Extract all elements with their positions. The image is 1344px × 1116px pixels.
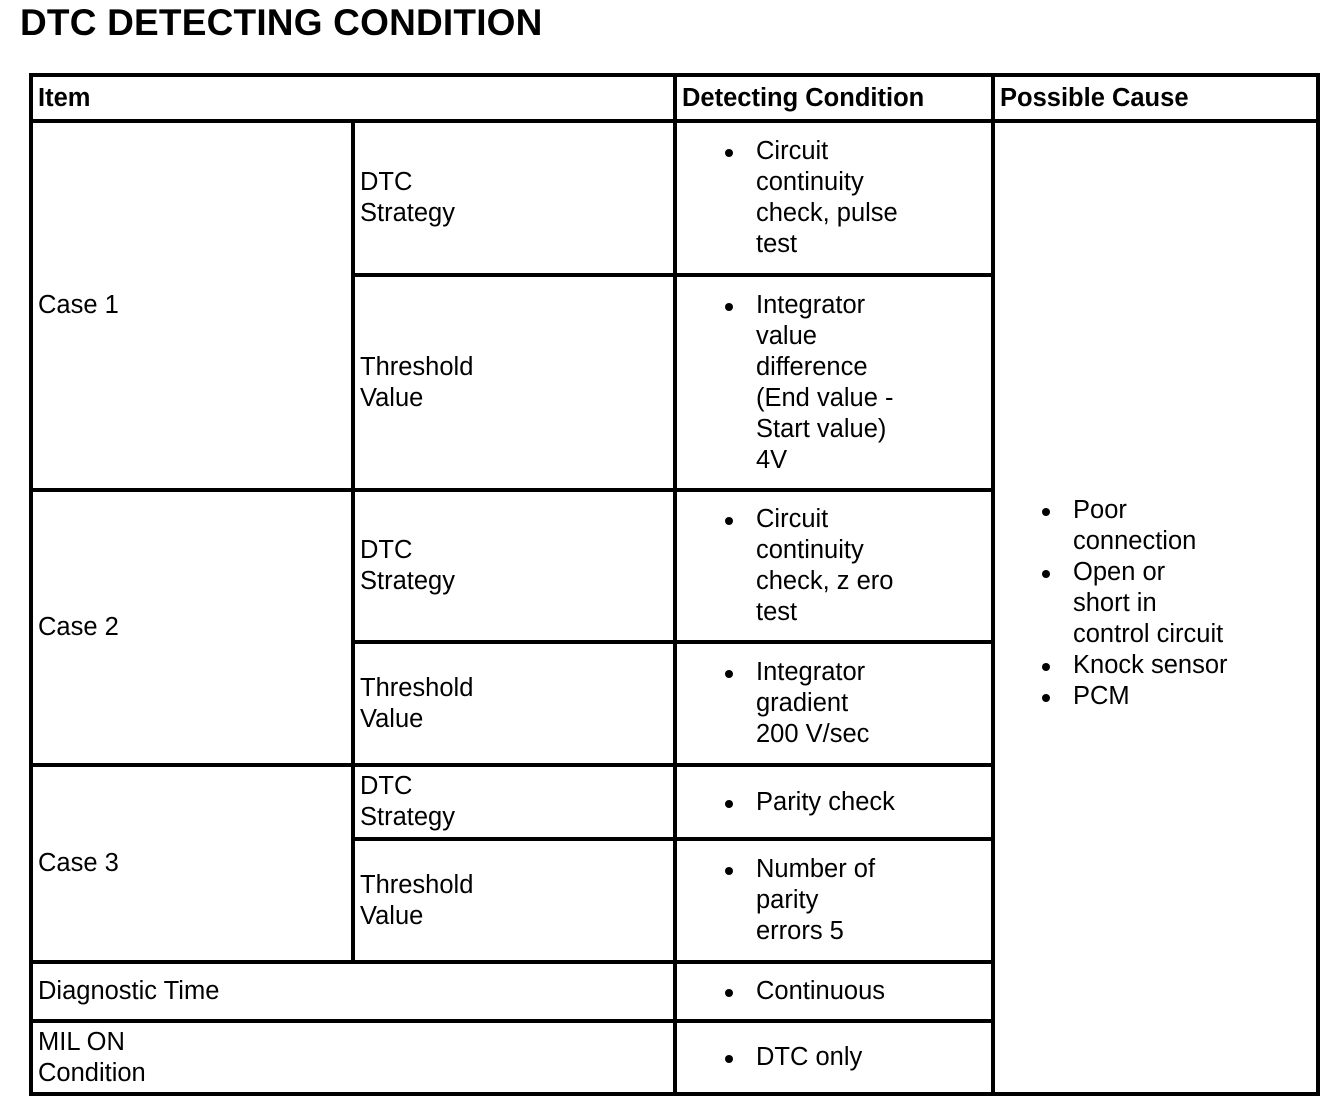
case-2-threshold-label: Threshold Value xyxy=(355,644,673,763)
case-1-label: Case 1 xyxy=(33,123,351,488)
header-detecting-condition: Detecting Condition xyxy=(677,77,991,119)
list-item: Circuit continuity check, pulse test xyxy=(723,136,898,260)
case-2-strategy-condition xyxy=(677,492,991,640)
list-item: DTC only xyxy=(723,1042,862,1073)
case-3-threshold-label: Threshold Value xyxy=(355,841,673,960)
cause-item: Open or short in control circuit xyxy=(1040,557,1228,650)
diagnostic-time-label: Diagnostic Time xyxy=(33,964,673,1019)
cause-item: Knock sensor xyxy=(1040,650,1228,681)
case-1-threshold-condition xyxy=(677,277,991,488)
list-item: Parity check xyxy=(723,787,895,818)
list-item: Integrator value difference (End value - Start value) 4V xyxy=(723,290,894,476)
case-1-strategy-label: DTC Strategy xyxy=(355,123,673,273)
list-item: Integrator gradient 200 V/sec xyxy=(723,657,869,750)
page-title: DTC DETECTING CONDITION xyxy=(20,2,543,43)
header-item: Item xyxy=(33,77,673,119)
case-2-label: Case 2 xyxy=(33,492,351,763)
diagnostic-time-condition xyxy=(677,964,991,1019)
case-3-strategy-condition xyxy=(677,767,991,837)
case-2-threshold-condition xyxy=(677,644,991,763)
list-item: Circuit continuity check, z ero test xyxy=(723,504,893,628)
list-item: Number of parity errors 5 xyxy=(723,854,875,947)
case-3-threshold-condition xyxy=(677,841,991,960)
header-possible-cause: Possible Cause xyxy=(995,77,1316,119)
mil-on-label: MIL ON Condition xyxy=(33,1023,673,1092)
case-1-threshold-label: Threshold Value xyxy=(355,277,673,488)
case-1-strategy-condition xyxy=(677,123,991,273)
case-3-strategy-label: DTC Strategy xyxy=(355,767,673,837)
case-3-label: Case 3 xyxy=(33,767,351,960)
cause-item: Poor connection xyxy=(1040,495,1228,557)
possible-cause-cell xyxy=(995,123,1316,1092)
list-item: Continuous xyxy=(723,976,885,1007)
case-2-strategy-label: DTC Strategy xyxy=(355,492,673,640)
mil-on-condition xyxy=(677,1023,991,1092)
dtc-condition-table xyxy=(29,73,1320,1096)
cause-item: PCM xyxy=(1040,681,1228,712)
